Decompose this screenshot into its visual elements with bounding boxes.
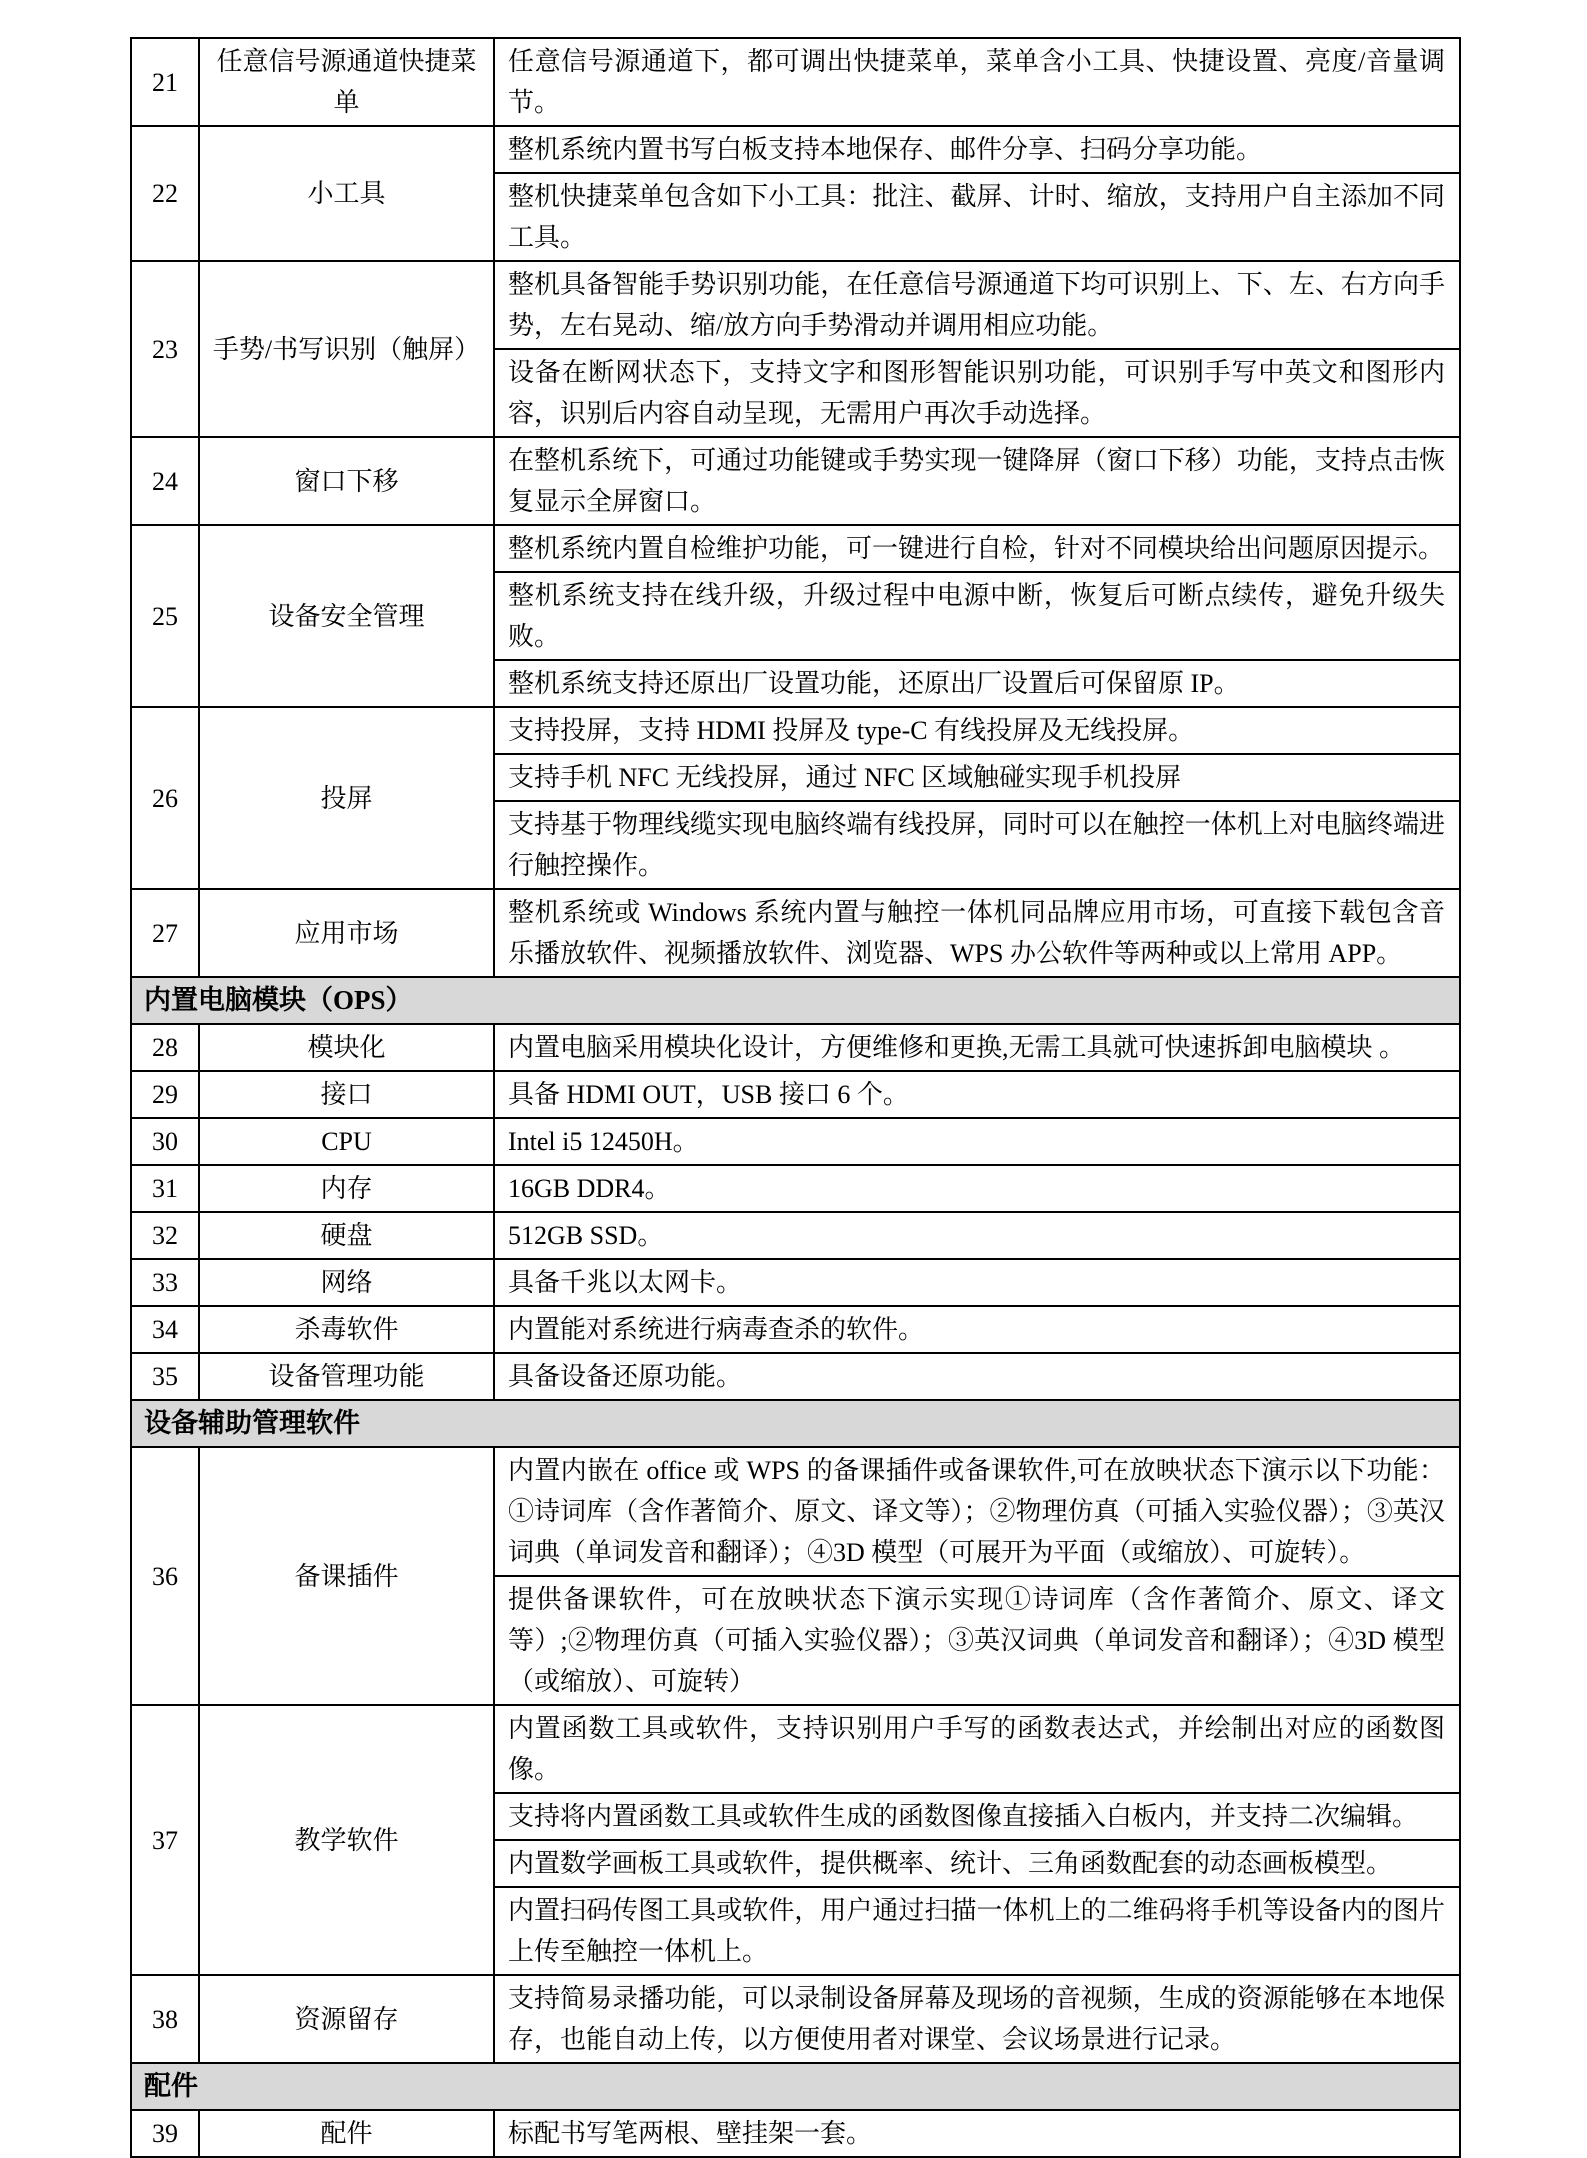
feature-name: 备课插件: [199, 1447, 494, 1705]
row-number: 35: [131, 1353, 199, 1400]
feature-description: 512GB SSD。: [494, 1212, 1460, 1259]
feature-description: 设备在断网状态下，支持文字和图形智能识别功能，可识别手写中英文和图形内容，识别后内容自动呈现，无需用户再次手动选择。: [494, 349, 1460, 437]
feature-name: 杀毒软件: [199, 1306, 494, 1353]
feature-name: 网络: [199, 1259, 494, 1306]
feature-description: 整机系统或 Windows 系统内置与触控一体机同品牌应用市场，可直接下载包含音乐播放软件、视频播放软件、浏览器、WPS 办公软件等两种或以上常用 APP。: [494, 889, 1460, 977]
row-number: 25: [131, 525, 199, 707]
feature-name: 模块化: [199, 1024, 494, 1071]
feature-name: 投屏: [199, 707, 494, 889]
feature-description: 具备千兆以太网卡。: [494, 1259, 1460, 1306]
feature-name: CPU: [199, 1118, 494, 1165]
feature-description: 支持投屏，支持 HDMI 投屏及 type-C 有线投屏及无线投屏。: [494, 707, 1460, 754]
feature-description: 支持基于物理线缆实现电脑终端有线投屏，同时可以在触控一体机上对电脑终端进行触控操作。: [494, 801, 1460, 889]
feature-name: 小工具: [199, 126, 494, 261]
feature-name: 配件: [199, 2110, 494, 2157]
feature-description: 内置扫码传图工具或软件，用户通过扫描一体机上的二维码将手机等设备内的图片上传至触控一体机上。: [494, 1887, 1460, 1975]
table-row: [131, 38, 1460, 126]
row-number: 37: [131, 1705, 199, 1975]
row-number: 26: [131, 707, 199, 889]
feature-name: 接口: [199, 1071, 494, 1118]
feature-description: 内置内嵌在 office 或 WPS 的备课插件或备课软件,可在放映状态下演示以下功能：①诗词库（含作著简介、原文、译文等）；②物理仿真（可插入实验仪器）；③英汉词典（单词发音和翻译）；④3D 模型（可展开为平面（或缩放）、可旋转）。: [494, 1447, 1460, 1576]
feature-description: 整机系统内置自检维护功能，可一键进行自检，针对不同模块给出问题原因提示。: [494, 525, 1460, 572]
spec-table-container: [130, 37, 1459, 2158]
feature-description: 内置函数工具或软件，支持识别用户手写的函数表达式，并绘制出对应的函数图像。: [494, 1705, 1460, 1793]
section-row: [131, 977, 1460, 1024]
table-row: [131, 1071, 1460, 1118]
row-number: 21: [131, 38, 199, 126]
feature-name: 资源留存: [199, 1975, 494, 2063]
feature-description: 内置电脑采用模块化设计，方便维修和更换,无需工具就可快速拆卸电脑模块 。: [494, 1024, 1460, 1071]
feature-description: 整机系统支持还原出厂设置功能，还原出厂设置后可保留原 IP。: [494, 660, 1460, 707]
row-number: 34: [131, 1306, 199, 1353]
row-number: 24: [131, 437, 199, 525]
feature-name: 窗口下移: [199, 437, 494, 525]
feature-name: 内存: [199, 1165, 494, 1212]
feature-description: 支持将内置函数工具或软件生成的函数图像直接插入白板内，并支持二次编辑。: [494, 1793, 1460, 1840]
spec-table: [130, 37, 1461, 2158]
feature-description: 提供备课软件，可在放映状态下演示实现①诗词库（含作著简介、原文、译文等）;②物理仿真（可插入实验仪器）；③英汉词典（单词发音和翻译）；④3D 模型（或缩放）、可旋转）: [494, 1576, 1460, 1705]
table-row: [131, 1259, 1460, 1306]
feature-name: 设备安全管理: [199, 525, 494, 707]
feature-description: 具备 HDMI OUT，USB 接口 6 个。: [494, 1071, 1460, 1118]
feature-description: 在整机系统下，可通过功能键或手势实现一键降屏（窗口下移）功能，支持点击恢复显示全屏窗口。: [494, 437, 1460, 525]
feature-description: 整机系统支持在线升级，升级过程中电源中断，恢复后可断点续传，避免升级失败。: [494, 572, 1460, 660]
feature-description: 支持简易录播功能，可以录制设备屏幕及现场的音视频，生成的资源能够在本地保存，也能自动上传，以方便使用者对课堂、会议场景进行记录。: [494, 1975, 1460, 2063]
row-number: 23: [131, 261, 199, 437]
table-row: [131, 1353, 1460, 1400]
feature-description: 内置数学画板工具或软件，提供概率、统计、三角函数配套的动态画板模型。: [494, 1840, 1460, 1887]
feature-description: 任意信号源通道下，都可调出快捷菜单，菜单含小工具、快捷设置、亮度/音量调节。: [494, 38, 1460, 126]
row-number: 36: [131, 1447, 199, 1705]
row-number: 30: [131, 1118, 199, 1165]
table-row: [131, 437, 1460, 525]
feature-name: 硬盘: [199, 1212, 494, 1259]
table-row: [131, 1024, 1460, 1071]
table-row: [131, 1306, 1460, 1353]
feature-name: 应用市场: [199, 889, 494, 977]
section-row: [131, 2063, 1460, 2110]
section-row: [131, 1400, 1460, 1447]
table-row: [131, 1975, 1460, 2063]
feature-name: 任意信号源通道快捷菜单: [199, 38, 494, 126]
row-number: 28: [131, 1024, 199, 1071]
feature-description: 标配书写笔两根、壁挂架一套。: [494, 2110, 1460, 2157]
table-row: [131, 1212, 1460, 1259]
feature-name: 教学软件: [199, 1705, 494, 1975]
table-row: [131, 525, 1460, 572]
feature-description: 内置能对系统进行病毒查杀的软件。: [494, 1306, 1460, 1353]
table-row: [131, 126, 1460, 173]
feature-description: 具备设备还原功能。: [494, 1353, 1460, 1400]
feature-name: 设备管理功能: [199, 1353, 494, 1400]
table-row: [131, 707, 1460, 754]
row-number: 38: [131, 1975, 199, 2063]
table-row: [131, 1165, 1460, 1212]
section-header: 配件: [131, 2063, 1460, 2110]
table-row: [131, 1118, 1460, 1165]
feature-description: 16GB DDR4。: [494, 1165, 1460, 1212]
table-row: [131, 1705, 1460, 1793]
table-row: [131, 889, 1460, 977]
spec-table-body: [131, 38, 1460, 2157]
row-number: 33: [131, 1259, 199, 1306]
table-row: [131, 1447, 1460, 1576]
feature-description: 整机具备智能手势识别功能，在任意信号源通道下均可识别上、下、左、右方向手势，左右晃动、缩/放方向手势滑动并调用相应功能。: [494, 261, 1460, 349]
row-number: 29: [131, 1071, 199, 1118]
section-header: 设备辅助管理软件: [131, 1400, 1460, 1447]
row-number: 27: [131, 889, 199, 977]
feature-description: 支持手机 NFC 无线投屏，通过 NFC 区域触碰实现手机投屏: [494, 754, 1460, 801]
section-header: 内置电脑模块（OPS）: [131, 977, 1460, 1024]
row-number: 31: [131, 1165, 199, 1212]
feature-description: 整机系统内置书写白板支持本地保存、邮件分享、扫码分享功能。: [494, 126, 1460, 173]
row-number: 39: [131, 2110, 199, 2157]
table-row: [131, 2110, 1460, 2157]
table-row: [131, 261, 1460, 349]
feature-name: 手势/书写识别（触屏）: [199, 261, 494, 437]
row-number: 22: [131, 126, 199, 261]
row-number: 32: [131, 1212, 199, 1259]
feature-description: Intel i5 12450H。: [494, 1118, 1460, 1165]
feature-description: 整机快捷菜单包含如下小工具：批注、截屏、计时、缩放，支持用户自主添加不同工具。: [494, 173, 1460, 261]
